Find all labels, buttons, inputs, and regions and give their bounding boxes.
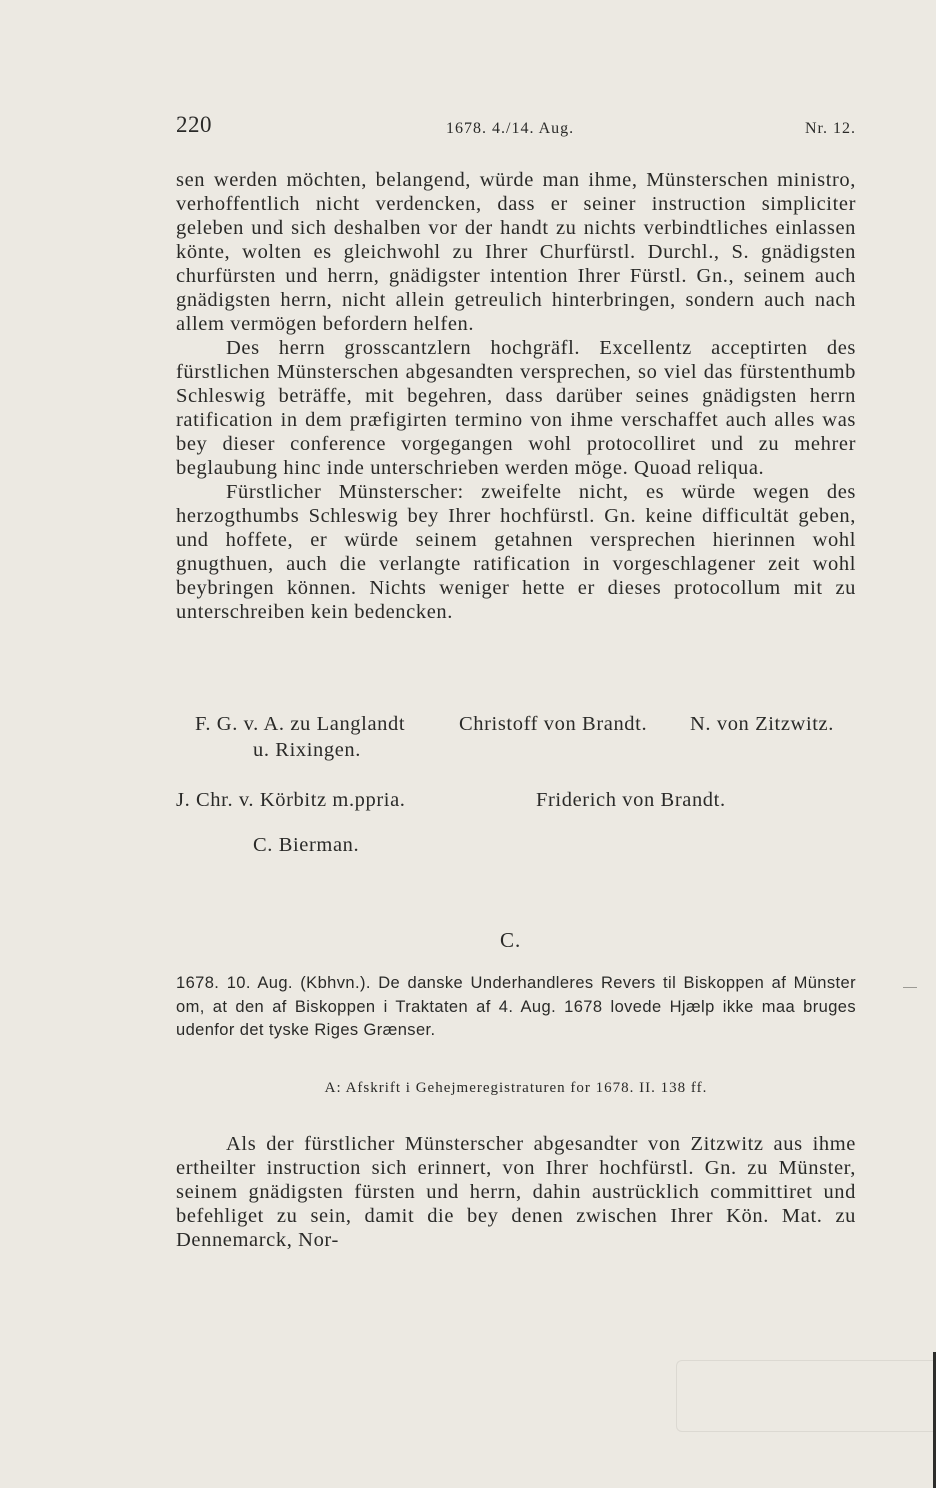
running-head: 1678. 4./14. Aug. [446, 120, 575, 137]
paragraph-muensterscher: Fürstlicher Münsterscher: zweifelte nicht, es würde wegen des herzogthumbs Schleswig bey Ihrer hochfürstl. Gn. keine difficultät geben, und hoffete, er würde seinem getahnen versprechen hierinnen wohl gnugthuen, auch die verlangte ratification in vorgeschlagener zeit wohl beybringen können. Nichts weniger hette er dieses protocollum mit zu unterschreiben kein bedencken. [176, 481, 856, 623]
signature-langlandt: F. G. v. A. zu Langlandt [195, 713, 406, 735]
signature-zitzwitz: N. von Zitzwitz. [690, 713, 834, 735]
document-number: Nr. 12. [805, 120, 856, 137]
margin-mark [903, 987, 917, 988]
document-summary: 1678. 10. Aug. (Kbhvn.). De danske Underhandleres Revers til Biskoppen af Münster om, at den af Biskoppen i Traktaten af 4. Aug. 1678 lovede Hjælp ikke maa bruges udenfor det tyske Riges Grænser. [176, 974, 856, 1039]
section-letter: C. [500, 928, 522, 952]
signature-friderich-brandt: Friderich von Brandt. [536, 789, 726, 811]
paragraph-zitzwitz: Als der fürstlicher Münsterscher abgesandter von Zitzwitz aus ihme ertheilter instruction sich erinnert, von Ihrer hochfürstl. Gn. zu Münster, seinem gnädigsten fürsten und herrn, dahin austrücklich committiret und befehliget zu sein, damit die bey denen zwischen Ihrer Kön. Mat. zu Dennemarck, Nor- [176, 1133, 856, 1251]
signature-bierman: C. Bierman. [253, 834, 360, 856]
paragraph-grosscantzler: Des herrn grosscantzlern hochgräfl. Excellentz acceptirten des fürstlichen Münsterschen abgesandten versprechen, so viel das fürstenthumb Schleswig beträffe, mit begehren, dass darüber seines gnädigsten herrn ratification in dem præfigirten termino von ihme verschaffet auch alles was bey dieser conference vorgegangen wohl protocolliret und zu mehrer beglaubung hinc inde unterschrieben werden möge. Quoad reliqua. [176, 337, 856, 479]
signature-christoff-brandt: Christoff von Brandt. [459, 713, 648, 735]
body-text-block [176, 168, 856, 624]
signature-rixingen: u. Rixingen. [253, 739, 361, 761]
page-number: 220 [176, 112, 212, 137]
signature-koerbitz: J. Chr. v. Körbitz m.ppria. [176, 789, 406, 811]
source-note: A: Afskrift i Gehejmeregistraturen for 1678. II. 138 ff. [324, 1080, 708, 1096]
page-header [176, 112, 856, 142]
faint-stamp-outline [676, 1360, 936, 1432]
body-text-block-2 [176, 1132, 856, 1252]
paragraph-continuation: sen werden möchten, belangend, würde man ihme, Münsterschen ministro, verhoffentlich nicht verdencken, dass er seiner instruction simpliciter geleben und sich deshalben vor der handt zu nichts verbindtliches einlassen könte, wolten es gleichwohl zu Ihrer Churfürstl. Durchl., S. gnädigsten churfürsten und herrn, gnädigster intention Ihrer Fürstl. Gn., seinem auch gnädigsten herrn, nicht allein getreulich hinterbringen, sondern auch nach allem vermögen befordern helfen. [176, 169, 856, 335]
